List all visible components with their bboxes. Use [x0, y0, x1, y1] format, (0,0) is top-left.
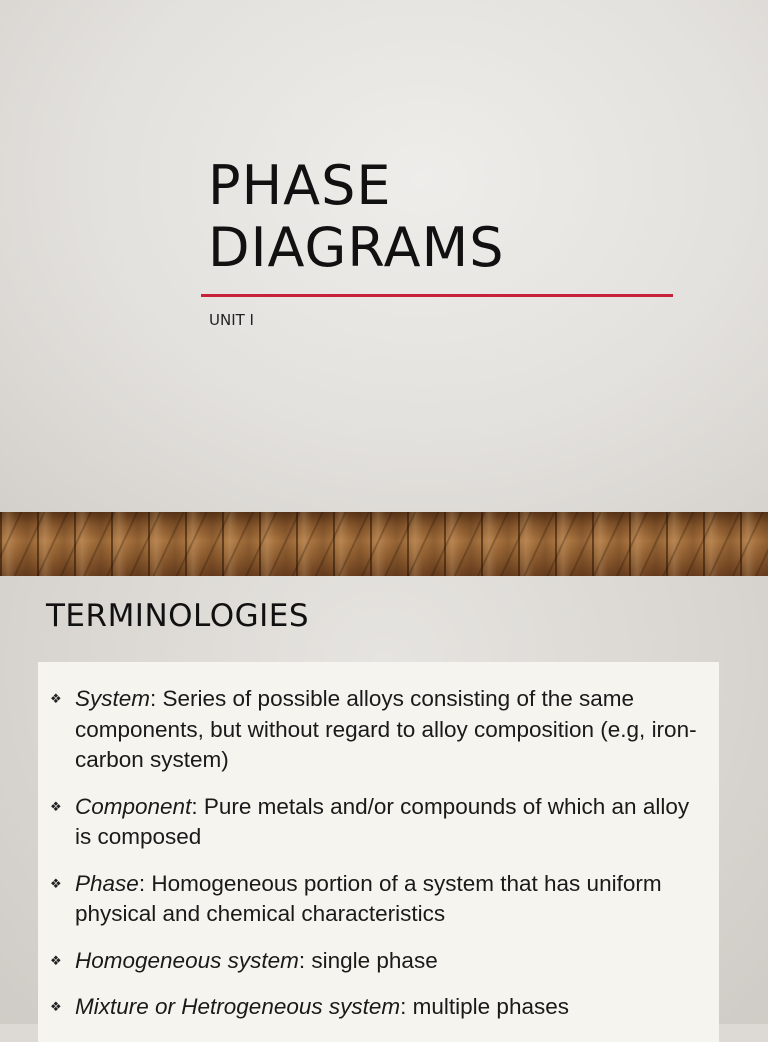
diamond-bullet-icon: ❖: [50, 691, 62, 706]
title-slide: [0, 0, 768, 512]
term-name: Phase: [75, 870, 139, 896]
terms-list: [38, 684, 719, 1039]
slide-subtitle: UNIT I: [209, 311, 254, 329]
term-name: Component: [75, 793, 192, 819]
list-item: [38, 992, 719, 1023]
diamond-bullet-icon: ❖: [50, 952, 62, 968]
terminologies-slide: [0, 576, 768, 1024]
diamond-bullet-icon: ❖: [50, 999, 62, 1014]
term-name: Mixture or Hetrogeneous system: [75, 994, 401, 1019]
term-definition: : Pure metals and/or compounds of which an alloy is composed: [75, 793, 690, 849]
slide-title: [208, 155, 504, 279]
term-name: Homogeneous system: [75, 947, 299, 973]
slide-title-line-2: DIAGRAMS: [208, 216, 505, 279]
title-underline: [201, 294, 673, 297]
list-item: [38, 792, 719, 853]
term-definition: : Homogeneous portion of a system that has uniform physical and chemical characteristics: [75, 870, 662, 926]
term-name: System: [75, 686, 151, 711]
list-item: [38, 684, 719, 776]
diamond-bullet-icon: ❖: [50, 798, 62, 814]
term-definition: : multiple phases: [400, 994, 569, 1019]
wood-floor-decoration: [0, 512, 768, 576]
term-definition: : Series of possible alloys consisting of the same components, but without regard to alloy composition (e.g, iron-carbon system): [75, 686, 697, 772]
term-definition: : single phase: [298, 947, 438, 973]
slide-heading: TERMINOLOGIES: [46, 598, 310, 634]
list-item: [38, 946, 719, 977]
list-item: [38, 869, 719, 930]
diamond-bullet-icon: ❖: [50, 875, 62, 891]
definitions-panel: [38, 662, 719, 1042]
slide-title-line-1: PHASE: [208, 154, 392, 217]
